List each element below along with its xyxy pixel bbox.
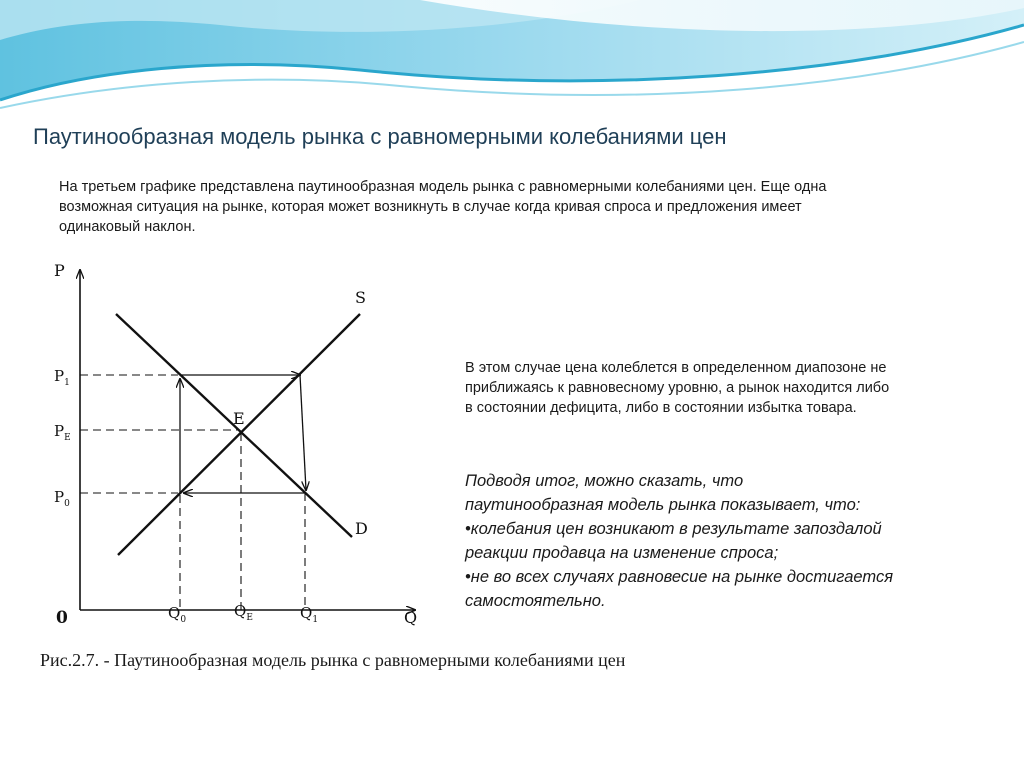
- summary-line: реакции продавца на изменение спроса;: [465, 544, 779, 562]
- intro-line: возможная ситуация на рынке, которая может возникнуть в случае когда кривая спроса и предложения имеет: [59, 199, 802, 215]
- explanation-line: В этом случае цена колеблется в определенном диапозоне не: [465, 360, 887, 376]
- summary-bullet: •не во всех случаях равновесие на рынке достигается: [465, 568, 894, 586]
- demand-label: D: [355, 519, 368, 538]
- intro-text: [59, 177, 959, 237]
- wave-banner: [0, 0, 1024, 120]
- axis-y-label: P: [54, 261, 65, 280]
- slide-title: Паутинообразная модель рынка с равномерными колебаниями цен: [33, 124, 727, 149]
- equilibrium-label: E: [233, 409, 245, 428]
- summary-line: паутинообразная модель рынка показывает, что:: [465, 496, 861, 514]
- summary-text: [465, 469, 1005, 613]
- cobweb-arrow-down: [300, 375, 306, 490]
- price-label-p1: $P_1$: [54, 367, 70, 388]
- explanation-line: в состоянии дефицита, либо в состоянии избытка товара.: [465, 400, 857, 416]
- quantity-label-q0: $Q_0$: [168, 604, 187, 625]
- figure-caption: Рис.2.7. - Паутинообразная модель рынка с равномерными колебаниями цен: [40, 650, 626, 670]
- quantity-label-q1: $Q_1$: [300, 604, 319, 625]
- origin-label: 0: [56, 608, 68, 628]
- price-label-pe: $P_E$: [54, 422, 71, 443]
- explanation-text: [465, 358, 985, 418]
- supply-label: S: [355, 288, 366, 307]
- summary-bullet: •колебания цен возникают в результате запоздалой: [465, 520, 882, 538]
- intro-line: На третьем графике представлена паутинообразная модель рынка с равномерными колебаниями цен. Еще одна: [59, 179, 827, 195]
- intro-line: одинаковый наклон.: [59, 219, 196, 235]
- quantity-label-qe: $Q_E$: [234, 602, 253, 623]
- price-label-p0: $P_0$: [54, 488, 70, 509]
- summary-line: самостоятельно.: [465, 592, 606, 610]
- explanation-line: приближаясь к равновесному уровню, а рынок находится либо: [465, 380, 890, 396]
- cobweb-diagram: [30, 240, 470, 640]
- summary-line: Подводя итог, можно сказать, что: [465, 472, 744, 490]
- axis-x-label: Q: [404, 608, 418, 627]
